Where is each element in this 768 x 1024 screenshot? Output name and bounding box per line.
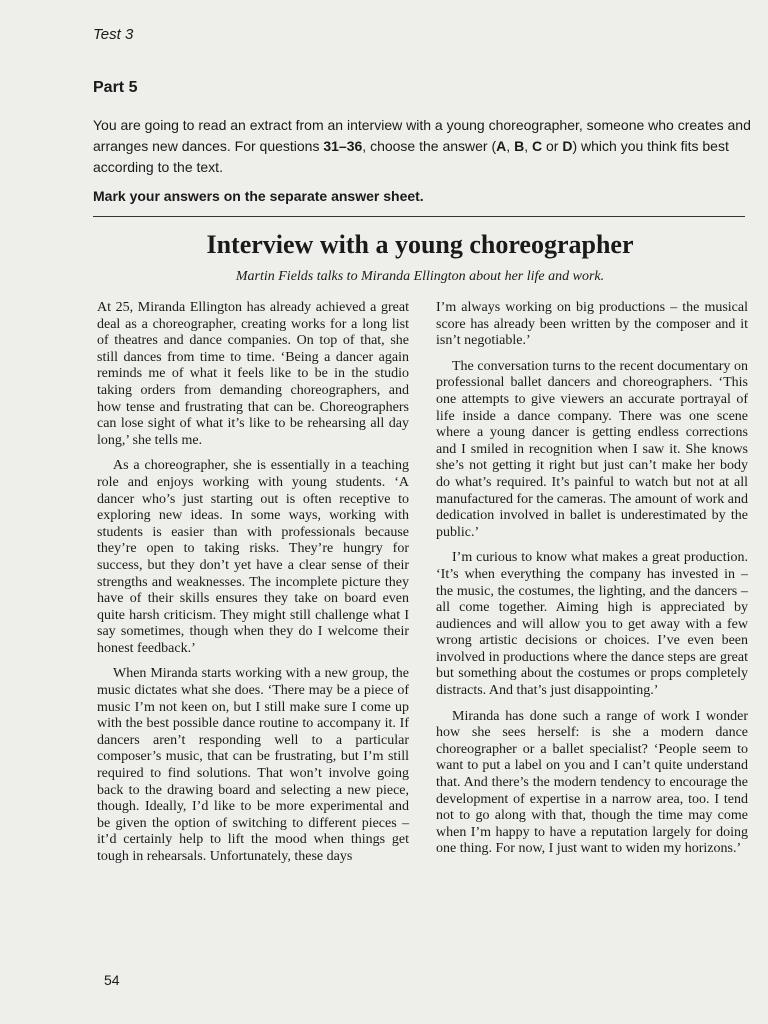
paragraph: When Miranda starts working with a new group, the music dictates what she does. ‘There may be a piece of music I’m not keen on, but I still make sure I come up with the best possible dance routine to accompany it. If dancers aren’t responding well to a particular composer’s music, that can be frustrating, but I’m still required to find solutions. That won’t involve going back to the drawing board and selecting a new piece, though. Ideally, I’d like to be more experimental and be given the option of switching to different pieces – it’d certainly help to lift the mood when things get tough in rehearsals. Unfortunately, these days [97,666,409,864]
instructions-text-2: , choose the answer ( [362,138,497,154]
article-subtitle: Martin Fields talks to Miranda Ellington about her life and work. [235,269,605,284]
divider-rule [93,216,745,217]
paragraph: The conversation turns to the recent documentary on professional ballet dancers and choreographers. ‘This one attempts to give viewers an accurate portrayal of life inside a dance company. There was one scene where a young dancer is getting endless corrections and I smiled in recognition when I saw it. She knows she’s not getting it right but just can’t make her body do what’s required. It’s painful to watch but not at all manufactured for the cameras. The amount of work and dedication involved in ballet is underestimated by the public.’ [436,358,748,540]
option-b: B [514,138,525,154]
article-headline: Interview with a young choreographer [206,230,634,259]
instructions-text-1: You are going to read an extract from an interview with a young choreographer, someone who creates and arranges new dances. For questions [93,117,751,154]
option-c: C [531,138,543,154]
question-range: 31–36 [323,138,363,154]
instructions [93,115,753,178]
option-separator-1: , [506,138,515,154]
option-separator-3: or [542,138,563,154]
paragraph: I’m always working on big productions – the musical score has already been written by the composer and it isn’t negotiable.’ [436,300,748,349]
paragraph: I’m curious to know what makes a great production. ‘It’s when everything the company has invested in – the music, the costumes, the lighting, and the dancers – all come together. Aiming high is appreciated by audiences and will allow you to get away with a few wrong artistic decisions or choices. I’ve even been involved in productions where the dance steps are great but something about the costumes or props completely distracts. And that’s just disappointing.’ [436,550,748,699]
article-column-left [97,300,409,875]
running-head: Test 3 [93,26,134,43]
instructions-text-3: ) which you think fits best according to the text. [93,138,729,175]
paragraph: At 25, Miranda Ellington has already achieved a great deal as a choreographer, creating works for a long list of theatres and dance companies. On top of that, she still dances from time to time. ‘Being a dancer again reminds me of what it feels like to be in the studio taking orders from demanding choreographers, and how tense and frustrating that can be. Choreographers can lose sight of what it’s like to be rehearsing all day long,’ she tells me. [97,300,409,448]
page-number: 54 [104,972,120,988]
part-title: Part 5 [93,79,138,96]
option-d: D [562,138,573,154]
option-a: A [496,138,507,154]
mark-answers-note: Mark your answers on the separate answer sheet. [93,188,424,204]
paragraph: Miranda has done such a range of work I wonder how she sees herself: is she a modern dance choreographer or a ballet specialist? ‘People seem to want to put a label on you and I can’t quite understand that. And there’s the modern tendency to encourage the development of expertise in a narrow area, too. I tend not to go along with that, though the time may come when I’m happy to have a reputation largely for doing one thing. For now, I just want to widen my horizons.’ [436,708,748,857]
article-column-right [436,300,748,867]
option-separator-2: , [524,138,532,154]
paragraph: As a choreographer, she is essentially in a teaching role and enjoys working with young students. ‘A dancer who’s just starting out is often receptive to exploring new ideas. In some ways, working with students is easier than with professionals because they’re open to taking risks. They’re hungry for success, but they don’t yet have a clear sense of their strengths and weaknesses. The incomplete picture they have of their skills ensures they take on board even quite harsh criticism. They might still challenge what I say sometimes, though when they do I welcome their honest feedback.’ [97,458,409,656]
